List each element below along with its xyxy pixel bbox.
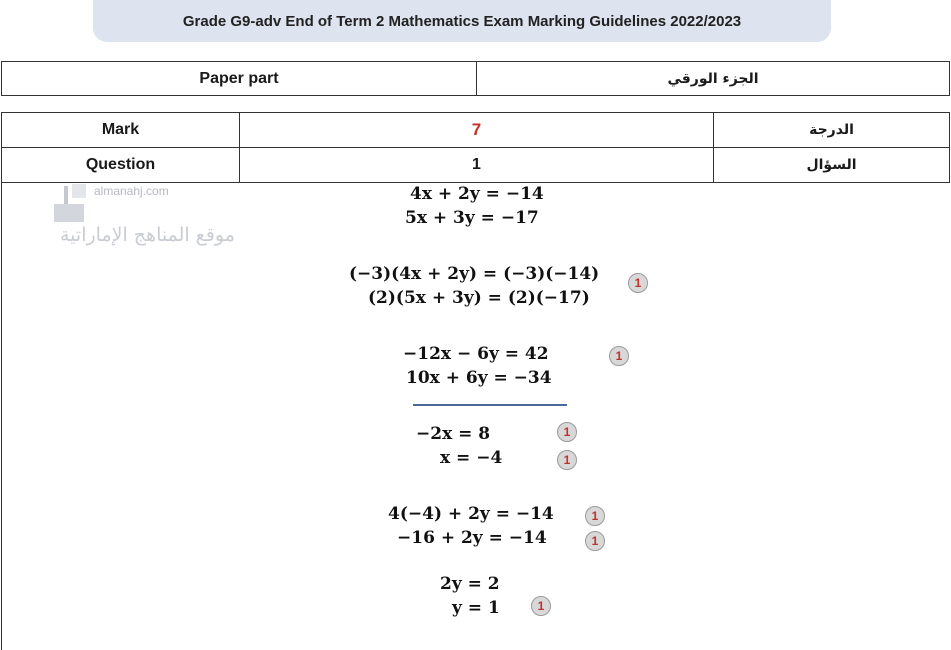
equation-line: 10x + 6y = −34	[406, 368, 552, 388]
equation-line: −12x − 6y = 42	[403, 344, 549, 364]
mark-value: 7	[240, 113, 714, 148]
section-table	[1, 61, 950, 96]
question-value: 1	[240, 148, 714, 183]
point-badge: 1	[609, 346, 629, 366]
section-label-arabic: الجزء الورقي	[477, 62, 950, 96]
equation-line: −2x = 8	[416, 424, 491, 444]
exam-title-banner	[93, 0, 831, 42]
equation-line: 2y = 2	[440, 574, 500, 594]
point-badge: 1	[585, 506, 605, 526]
equation-line: −16 + 2y = −14	[397, 528, 547, 548]
subtraction-rule	[413, 404, 567, 406]
mark-label: Mark	[2, 113, 240, 148]
watermark-logo-icon	[54, 184, 94, 224]
watermark-site: almanahj.com	[94, 184, 169, 198]
exam-title: Grade G9-adv End of Term 2 Mathematics Exam Marking Guidelines 2022/2023	[182, 12, 742, 30]
point-badge: 1	[628, 273, 648, 293]
equation-line: (2)(5x + 3y) = (2)(−17)	[368, 288, 590, 308]
point-badge: 1	[585, 531, 605, 551]
point-badge: 1	[557, 422, 577, 442]
equation-line: y = 1	[452, 598, 500, 618]
question-label: Question	[2, 148, 240, 183]
equation-line: 5x + 3y = −17	[405, 208, 539, 228]
point-badge: 1	[531, 596, 551, 616]
equation-line: x = −4	[440, 448, 503, 468]
point-badge: 1	[557, 450, 577, 470]
equation-line: 4(−4) + 2y = −14	[388, 504, 554, 524]
equation-line: 4x + 2y = −14	[410, 184, 544, 204]
equation-line: (−3)(4x + 2y) = (−3)(−14)	[349, 264, 600, 284]
solution-area	[1, 182, 951, 650]
watermark-arabic: موقع المناهج الإماراتية	[60, 224, 235, 246]
info-table	[1, 112, 950, 183]
section-label-english: Paper part	[2, 62, 477, 96]
watermark	[54, 184, 235, 246]
question-label-arabic: السؤال	[714, 148, 950, 183]
mark-label-arabic: الدرجة	[714, 113, 950, 148]
